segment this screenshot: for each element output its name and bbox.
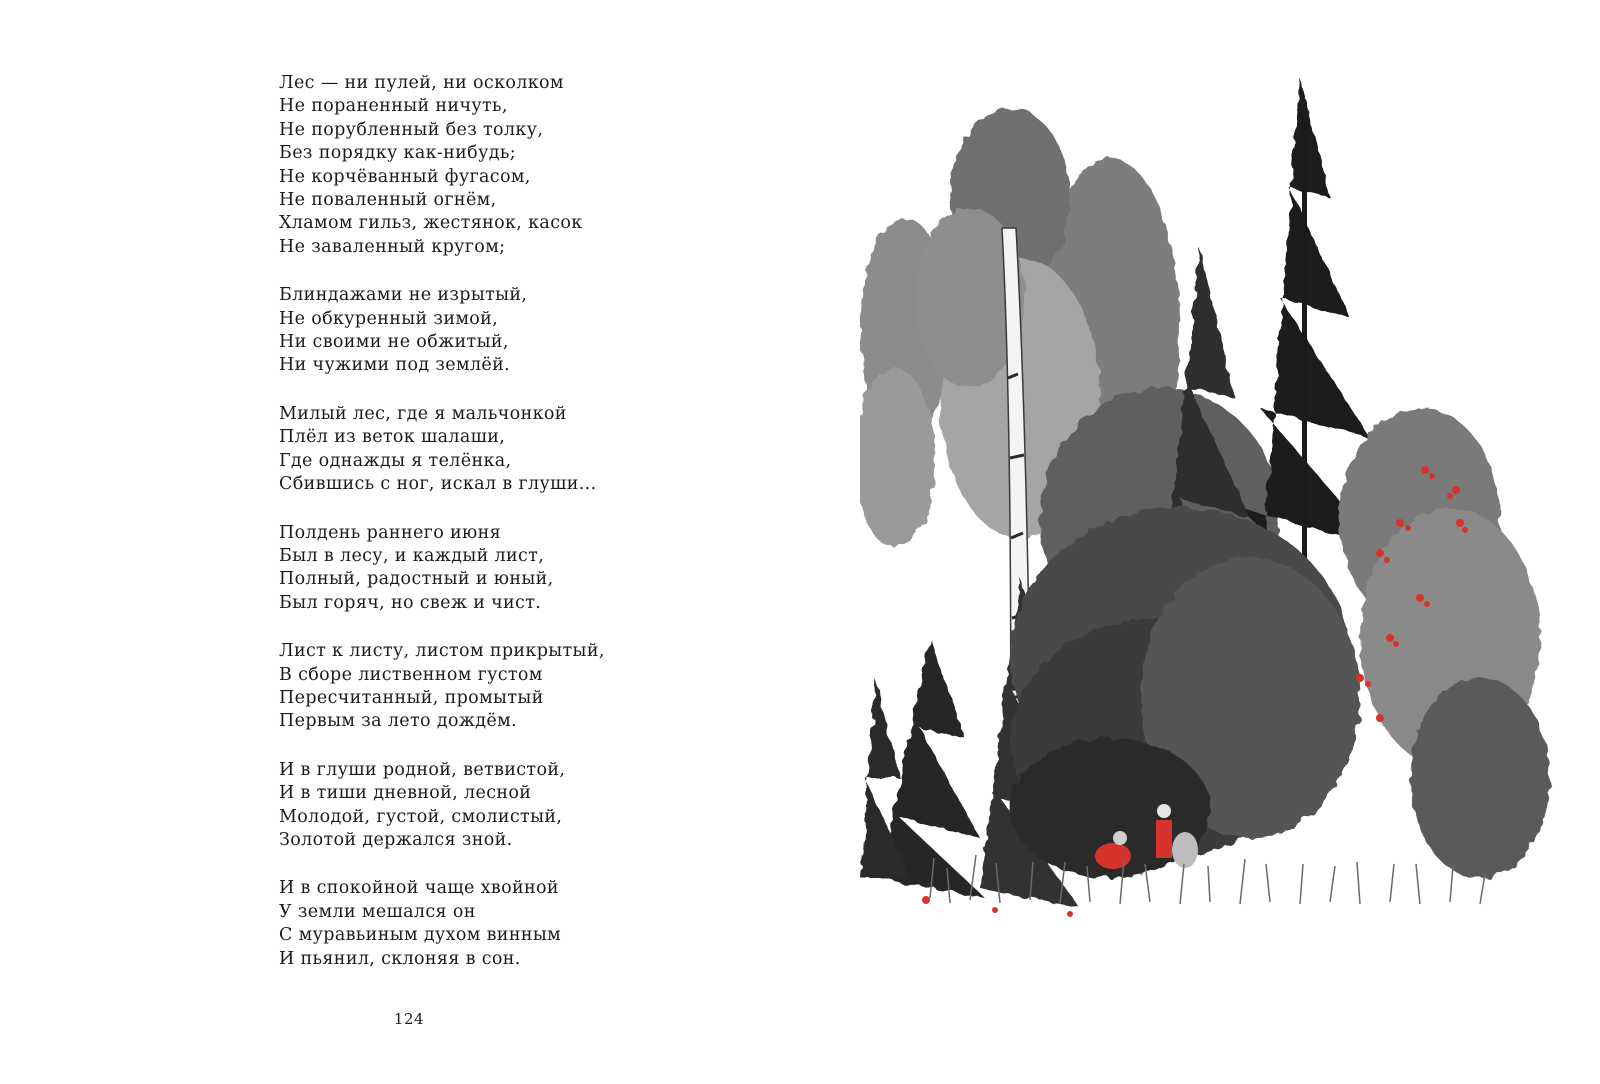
poem-line: Ни своими не обжитый, <box>279 332 509 353</box>
poem-line: Не корчёванный фугасом, <box>279 166 531 187</box>
forest-drawing <box>860 78 1560 978</box>
stanza <box>279 640 605 734</box>
poem-line: Полный, радостный и юный, <box>279 569 554 590</box>
page-number: 124 <box>393 1010 425 1028</box>
poem-line: Ни чужими под землёй. <box>279 355 511 376</box>
poem-line: Милый лес, где я мальчонкой <box>279 403 567 424</box>
poem-line: Не порубленный без толку, <box>279 119 544 140</box>
poem-line: Лес — ни пулей, ни осколком <box>279 73 564 93</box>
poem-line: Золотой держался зной. <box>279 829 513 850</box>
poem-line: Без порядку как-нибудь; <box>279 143 516 164</box>
poem-line: У земли мешался он <box>279 901 476 922</box>
poem-line: Не пораненный ничуть, <box>279 96 508 117</box>
poem-line: Лист к листу, листом прикрытый, <box>279 641 605 662</box>
poem-line: Плёл из веток шалаши, <box>279 427 506 448</box>
stanza <box>279 403 605 497</box>
poem-line: В сборе лиственном густом <box>279 664 543 685</box>
stanza <box>279 877 605 971</box>
poem-line: Был горяч, но свеж и чист. <box>279 592 542 613</box>
dense-canopy <box>1010 508 1360 878</box>
poem-line: С муравьиным духом винным <box>279 925 562 946</box>
poem-line: И в глуши родной, ветвистой, <box>279 759 566 780</box>
stanza <box>279 759 605 853</box>
poem-line: Блиндажами не изрытый, <box>279 285 528 306</box>
poem-line: Не заваленный кругом; <box>279 236 506 257</box>
poem-line: Пересчитанный, промытый <box>279 687 544 708</box>
forest-illustration <box>860 78 1560 978</box>
poem-line: Был в лесу, и каждый лист, <box>279 545 545 566</box>
poem-line: Хламом гильз, жестянок, касок <box>279 213 583 234</box>
poem-line: Сбившись с ног, искал в глуши... <box>279 474 597 495</box>
poem-line: И в спокойной чаще хвойной <box>279 878 559 899</box>
stanza <box>279 72 605 259</box>
poem-line: Полдень раннего июня <box>279 522 501 543</box>
stanza <box>279 284 605 378</box>
poem-line: Не обкуренный зимой, <box>279 308 499 329</box>
poem-text <box>279 72 605 996</box>
stanza <box>279 522 605 616</box>
poem-line: Первым за лето дождём. <box>279 711 517 732</box>
poem-line: Где однажды я телёнка, <box>279 450 512 471</box>
poem-line: Не поваленный огнём, <box>279 190 497 211</box>
poem-line: И пьянил, склоняя в сон. <box>279 948 521 969</box>
rowan-tree <box>1340 408 1550 878</box>
poem-line: Молодой, густой, смолистый, <box>279 806 563 827</box>
poem-line: И в тиши дневной, лесной <box>279 783 532 804</box>
